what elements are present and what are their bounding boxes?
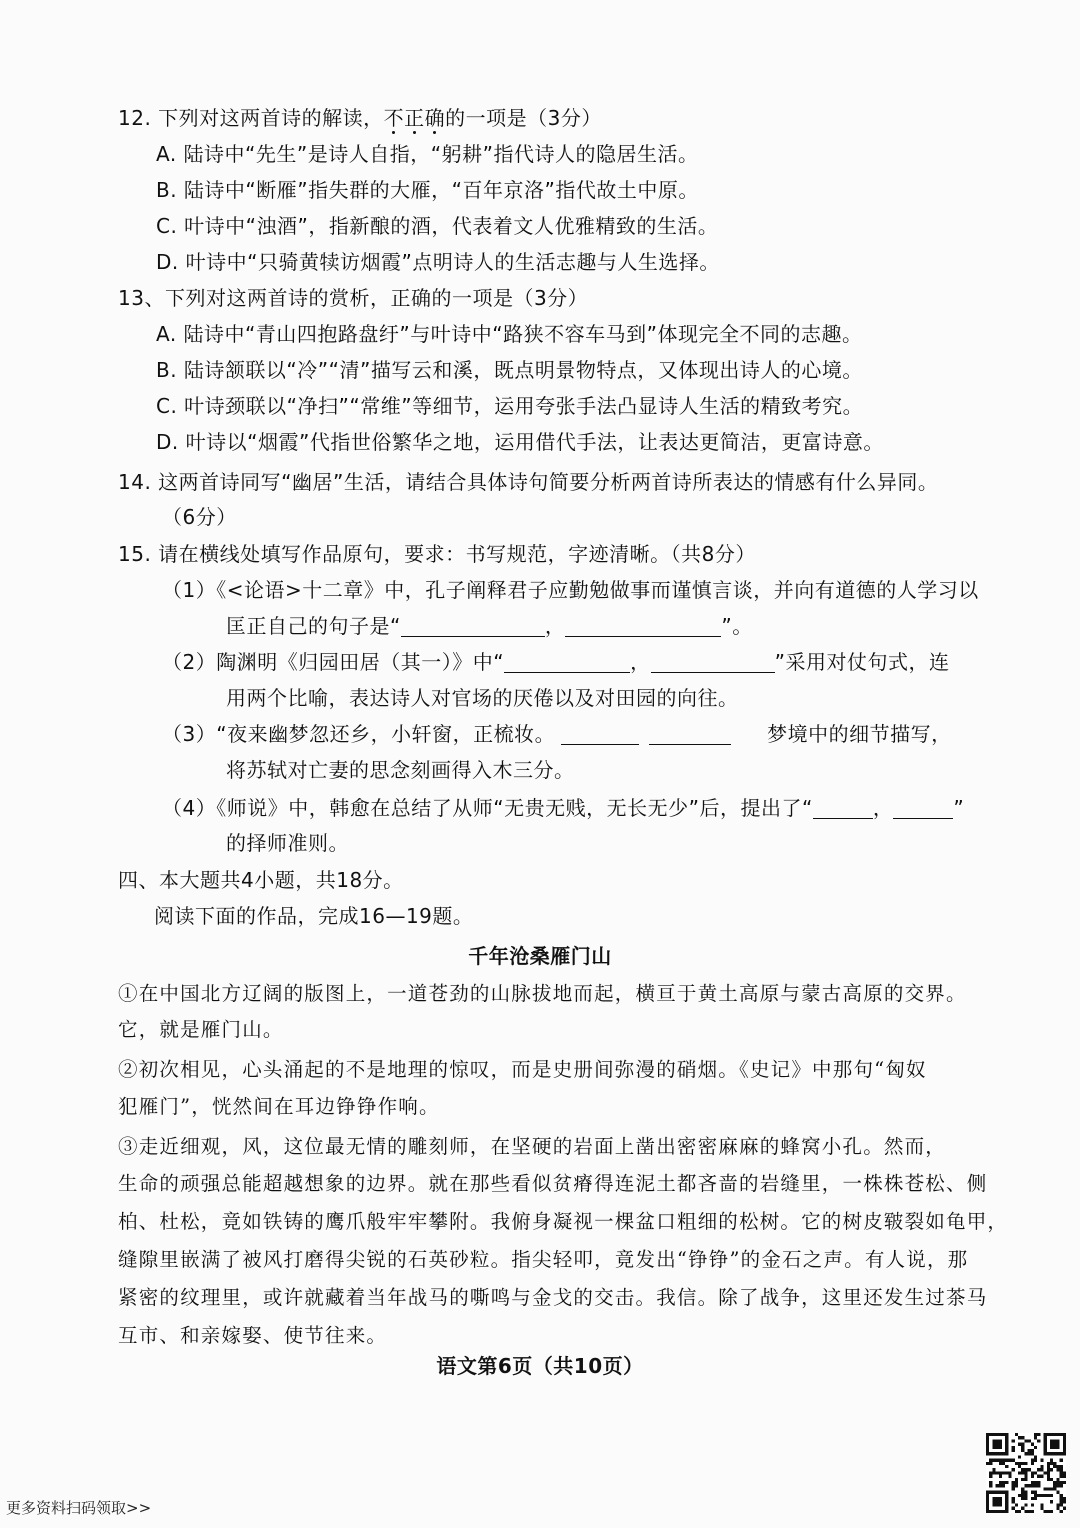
- passage-p3-line5: 紧密的纹理里，或许就藏着当年战马的嘶鸣与金戈的交击。我信。除了战争，这里还发生过茶马: [118, 1286, 988, 1309]
- answer-blank[interactable]: [649, 722, 731, 745]
- passage-p2-line2: 犯雁门”，恍然间在耳边铮铮作响。: [118, 1095, 440, 1118]
- q13-option-a: A. 陆诗中“青山四抱路盘纡”与叶诗中“路狭不容车马到”体现完全不同的志趣。: [156, 322, 863, 346]
- q13-stem: 13、下列对这两首诗的赏析，正确的一项是（3分）: [118, 286, 589, 310]
- passage-p1-line1: ①在中国北方辽阔的版图上，一道苍劲的山脉拔地而起，横亘于黄土高原与蒙古高原的交界。: [118, 982, 967, 1005]
- passage-p2-line1: ②初次相见，心头涌起的不是地理的惊叹，而是史册间弥漫的硝烟。《史记》中那句“匈奴: [118, 1058, 927, 1081]
- q12-option-b: B. 陆诗中“断雁”指失群的大雁，“百年京洛”指代故土中原。: [156, 178, 699, 202]
- passage-p3-line2: 生命的顽强总能超越想象的边界。就在那些看似贫瘠得连泥土都吝啬的岩缝里，一株株苍松、侧: [118, 1172, 988, 1195]
- q15-part1-line1: （1）《<论语>十二章》中，孔子阐释君子应勤勉做事而谨慎言谈，并向有道德的人学习以: [162, 578, 979, 602]
- answer-blank[interactable]: [893, 796, 953, 819]
- q15-part3-line1: （3）“夜来幽梦忽还乡，小轩窗，正梳妆。 梦境中的细节描写，: [162, 722, 952, 746]
- answer-blank[interactable]: [565, 614, 721, 637]
- q15-part1-line2: 匡正自己的句子是“ ， ”。: [226, 614, 753, 638]
- q12-option-c: C. 叶诗中“浊酒”，指新酿的酒，代表着文人优雅精致的生活。: [156, 214, 719, 238]
- passage-p3-line3: 柏、杜松，竟如铁铸的鹰爪般牢牢攀附。我俯身凝视一棵盆口粗细的松树。它的树皮皲裂如龟甲，: [118, 1210, 1009, 1233]
- page-number: 语文第6页（共10页）: [436, 1354, 644, 1378]
- promo-text: 更多资料扫码领取>>: [6, 1499, 152, 1517]
- q12-stem: 12. 下列对这两首诗的解读，不正确的一项是（3分）: [118, 106, 602, 130]
- section4-instruction: 阅读下面的作品，完成16—19题。: [154, 904, 474, 928]
- answer-blank[interactable]: [813, 796, 873, 819]
- q13-option-c: C. 叶诗颈联以“净扫”“常维”等细节，运用夸张手法凸显诗人生活的精致考究。: [156, 394, 864, 418]
- section4-heading: 四、本大题共4小题，共18分。: [118, 868, 404, 892]
- q13-option-b: B. 陆诗颔联以“冷”“清”描写云和溪，既点明景物特点，又体现出诗人的心境。: [156, 358, 863, 382]
- passage-p3-line1: ③走近细观，风，这位最无情的雕刻师，在坚硬的岩面上凿出密密麻麻的蜂窝小孔。然而，: [118, 1135, 947, 1158]
- q14-stem: 14. 这两首诗同写“幽居”生活，请结合具体诗句简要分析两首诗所表达的情感有什么异同。: [118, 470, 939, 494]
- q15-part2-line1: （2）陶渊明《归园田居（其一）》中“ ， ”采用对仗句式，连: [162, 650, 950, 674]
- q14-score: （6分）: [162, 505, 237, 529]
- q15-part4-line2: 的择师准则。: [226, 831, 349, 855]
- q13-option-d: D. 叶诗以“烟霞”代指世俗繁华之地，运用借代手法，让表达更简洁，更富诗意。: [156, 430, 884, 454]
- answer-blank[interactable]: [504, 650, 630, 673]
- passage-title: 千年沧桑雁门山: [468, 944, 612, 968]
- answer-blank[interactable]: [401, 614, 545, 637]
- q15-stem: 15. 请在横线处填写作品原句，要求：书写规范，字迹清晰。（共8分）: [118, 542, 756, 566]
- passage-p3-line6: 互市、和亲嫁娶、使节往来。: [118, 1324, 388, 1347]
- qr-code-graphic: [986, 1433, 1066, 1513]
- passage-p1-line2: 它，就是雁门山。: [118, 1018, 284, 1041]
- q15-part4-line1: （4）《师说》中，韩愈在总结了从师“无贵无贱，无长无少”后，提出了“ ， ”: [162, 796, 965, 820]
- q15-part2-line2: 用两个比喻，表达诗人对官场的厌倦以及对田园的向往。: [226, 686, 739, 710]
- qr-code-icon[interactable]: [986, 1433, 1066, 1513]
- q15-part3-line2: 将苏轼对亡妻的思念刻画得入木三分。: [226, 758, 575, 782]
- answer-blank[interactable]: [651, 650, 775, 673]
- answer-blank[interactable]: [561, 722, 639, 745]
- passage-p3-line4: 缝隙里嵌满了被风打磨得尖锐的石英砂粒。指尖轻叩，竟发出“铮铮”的金石之声。有人说，那: [118, 1248, 969, 1271]
- q12-option-a: A. 陆诗中“先生”是诗人自指，“躬耕”指代诗人的隐居生活。: [156, 142, 699, 166]
- q12-option-d: D. 叶诗中“只骑黄犊访烟霞”点明诗人的生活志趣与人生选择。: [156, 250, 720, 274]
